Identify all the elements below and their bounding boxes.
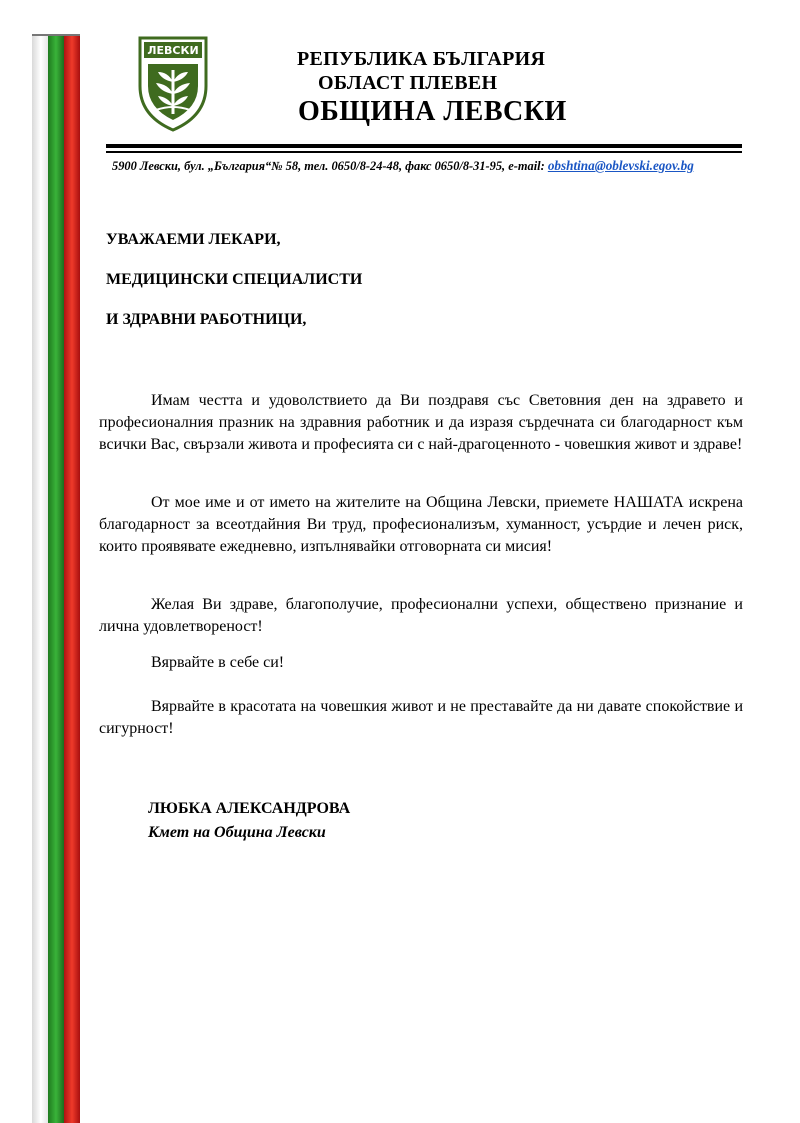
greeting-line-workers: И ЗДРАВНИ РАБОТНИЦИ, bbox=[106, 311, 307, 328]
greeting-line-specialists: МЕДИЦИНСКИ СПЕЦИАЛИСТИ bbox=[106, 271, 363, 288]
greeting-line-doctors: УВАЖАЕМИ ЛЕКАРИ, bbox=[106, 231, 281, 248]
header-rule-thin bbox=[106, 151, 742, 153]
flag-white-stripe bbox=[32, 36, 48, 1123]
signature-name: ЛЮБКА АЛЕКСАНДРОВА bbox=[148, 800, 351, 817]
flag-green-stripe bbox=[48, 36, 64, 1123]
paragraph-1 bbox=[99, 390, 743, 456]
email-link[interactable]: obshtina@oblevski.egov.bg bbox=[547, 158, 694, 173]
bulgarian-flag-stripe bbox=[32, 36, 80, 1123]
address-text: 5900 Левски, бул. „България“№ 58, тел. 0650/8-24-48, факс 0650/8-31-95, e-mail: bbox=[112, 159, 548, 173]
logo-text: ЛЕВСКИ bbox=[147, 44, 199, 57]
paragraph-1-text: Имам честта и удоволствието да Ви поздравя със Световния ден на здравето и професионалния празник на здравния работник и да изразя сърдечната си благодарност към всички Вас, свързали живота и професията си с най-драгоценното - човешкия живот и здраве! bbox=[99, 392, 743, 453]
contact-address bbox=[112, 158, 694, 174]
header-region: ОБЛАСТ ПЛЕВЕН bbox=[318, 72, 498, 94]
header-rule-thick bbox=[106, 144, 742, 148]
paragraph-4 bbox=[99, 652, 743, 674]
paragraph-2 bbox=[99, 492, 743, 558]
paragraph-3 bbox=[99, 594, 743, 638]
signature-title: Кмет на Община Левски bbox=[148, 824, 326, 841]
paragraph-4-text: Вярвайте в себе си! bbox=[151, 654, 285, 671]
flag-red-stripe bbox=[64, 36, 80, 1123]
paragraph-5 bbox=[99, 696, 743, 740]
header-municipality: ОБЩИНА ЛЕВСКИ bbox=[298, 96, 567, 127]
paragraph-5-text: Вярвайте в красотата на човешкия живот и не преставайте да ни давате спокойствие и сигурност! bbox=[99, 698, 743, 737]
header-republic: РЕПУБЛИКА БЪЛГАРИЯ bbox=[297, 48, 546, 70]
paragraph-3-text: Желая Ви здраве, благополучие, професионални успехи, обществено признание и лична удовлетвореност! bbox=[99, 596, 743, 635]
paragraph-2-text: От мое име и от името на жителите на Община Левски, приемете НАШАТА искрена благодарност за всеотдайния Ви труд, професионализъм, хуманност, усърдие и лечен риск, които проявявате ежедневно, изпълнявайки отговорната си мисия! bbox=[99, 494, 743, 555]
levski-coat-of-arms-logo bbox=[136, 36, 210, 132]
